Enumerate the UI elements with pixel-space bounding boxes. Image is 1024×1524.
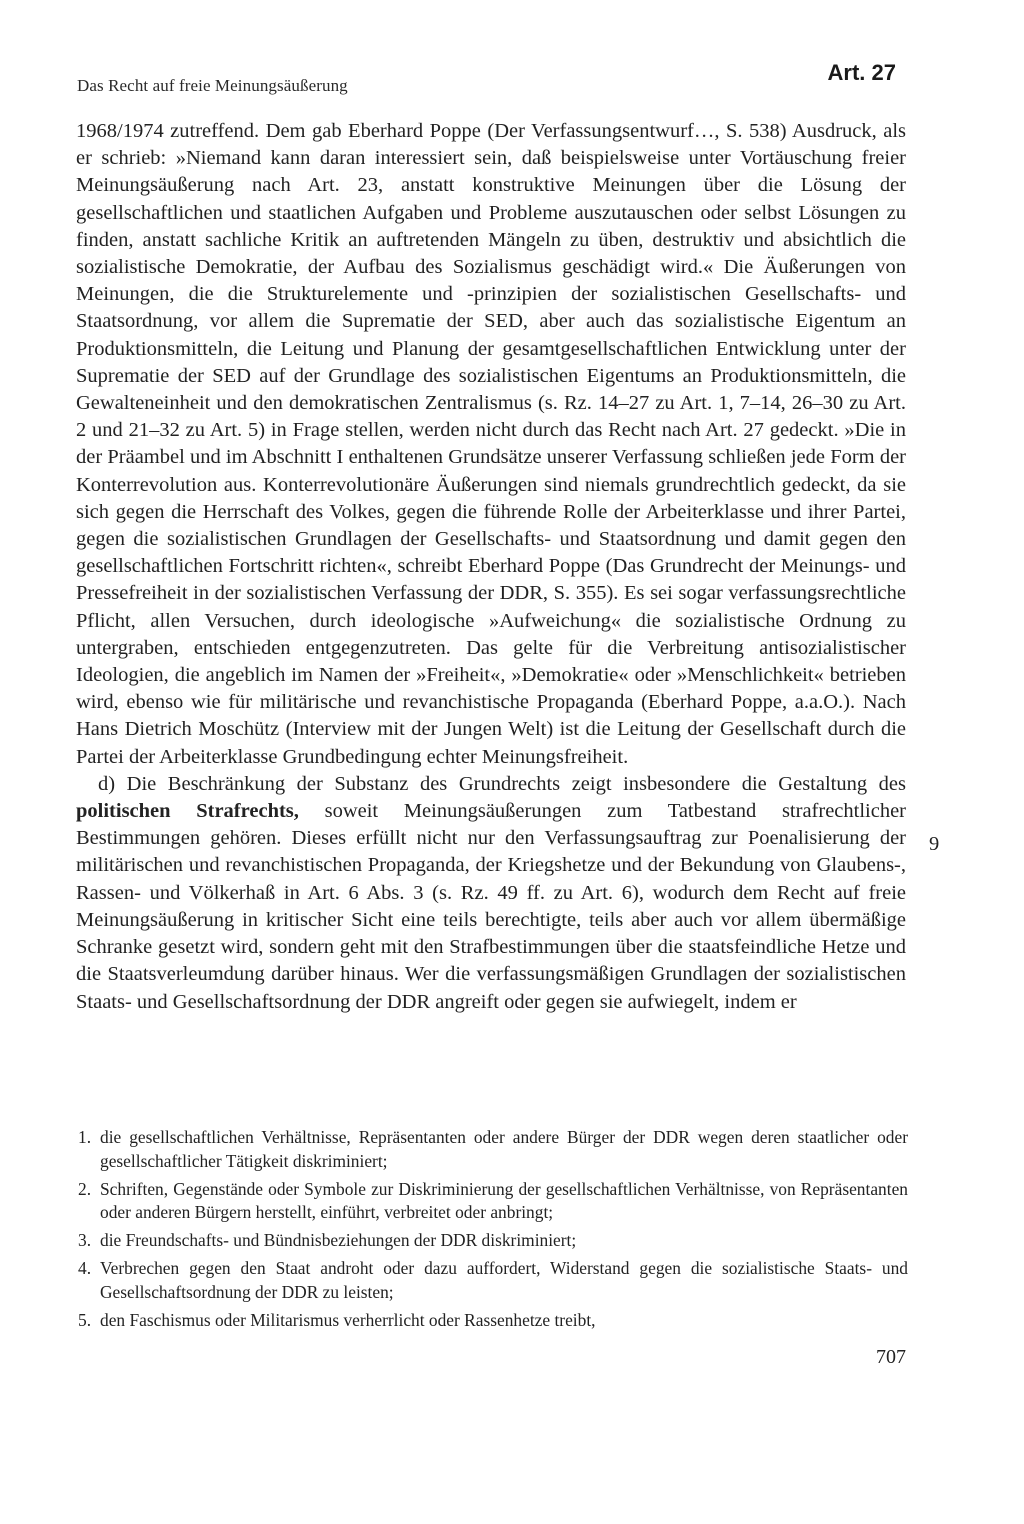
list-item-text: Verbrechen gegen den Staat androht oder dazu auffordert, Widerstand gegen die sozialistische Staats- und Gesellschaftsordnung der DDR zu leisten; bbox=[100, 1257, 908, 1302]
paragraph-d-rest: soweit Meinungsäußerungen zum Tatbestand strafrechtlicher Bestimmungen gehören. Dieses erfüllt nicht nur den Verfassungsauftrag zur Poenalisierung der militärischen und revanchistischen Propaganda, der Kriegshetze und der Bekundung von Glaubens-, Rassen- und Völkerhaß in Art. 6 Abs. 3 (s. Rz. 49 ff. zu Art. 6), wodurch dem Recht auf freie Meinungsäußerung in kritischer Sicht eine teils berechtigte, teils aber auch vor allem übermäßige Schranke gesetzt wird, sondern geht mit den Strafbestimmungen über die staatsfeindliche Hetze und die Staatsverleumdung darüber hinaus. Wer die verfassungsmäßigen Grundlagen der sozialistischen Staats- und Gesellschaftsordnung der DDR angreift oder gegen sie aufwiegelt, indem er bbox=[76, 800, 907, 1013]
paragraph-continued: 1968/1974 zutreffend. Dem gab Eberhard Poppe (Der Verfassungsentwurf…, S. 538) Ausdruck, als er schrieb: »Niemand kann daran interessiert sein, daß beispielsweise unter Vortäuschung freier Meinungsäußerung nach Art. 23, anstatt konstruktive Meinungen über die Lösung der gesellschaftlichen und staatlichen Aufgaben und Probleme auszutauschen oder selbst Lösungen zu finden, anstatt sachliche Kritik an auftretenden Mängeln zu üben, destruktiv und absichtlich die sozialistische Demokratie, der Aufbau des Sozialismus geschädigt wird.« Die Äußerungen von Meinungen, die die Strukturelemente und -prinzipien der sozialistischen Gesellschafts- und Staatsordnung, vor allem die Suprematie der SED, aber auch das sozialistische Eigentum an Produktionsmitteln, die Leitung und Planung der gesamtgesellschaftlichen Entwicklung unter der Suprematie der SED auf der Grundlage des sozialistischen Eigentums an Produktionsmitteln, die Gewalteneinheit und den demokratischen Zentralismus (s. Rz. 14–27 zu Art. 1, 7–14, 26–30 zu Art. 2 und 21–32 zu Art. 5) in Frage stellen, werden nicht durch das Recht nach Art. 27 gedeckt. »Die in der Präambel und im Abschnitt I enthaltenen Grundsätze unserer Verfassung schließen jede Form der Konterrevolution aus. Konterrevolutionäre Äußerungen sind niemals grundrechtlich gedeckt, da sie sich gegen die Herrschaft des Volkes, gegen die führende Rolle der Arbeiterklasse und ihrer Partei, gegen die sozialistischen Grundlagen der Gesellschafts- und Staatsordnung und damit gegen den gesellschaftlichen Fortschritt richten«, schreibt Eberhard Poppe (Das Grundrecht der Meinungs- und Pressefreiheit in der sozialistischen Verfassung der DDR, S. 355). Es sei sogar verfassungsrechtliche Pflicht, allen Versuchen, durch ideologische »Aufweichung« die sozialistische Ordnung zu untergraben, entschieden entgegenzutreten. Das gelte für die Verbreitung antisozialistischer Ideologien, die angeblich im Namen der »Freiheit«, »Demokratie« oder »Menschlichkeit« betrieben wird, ebenso wie für militärische und revanchistische Propaganda (Eberhard Poppe, a.a.O.). Nach Hans Dietrich Moschütz (Interview mit der Jungen Welt) ist die Leitung der Gesellschaft durch die Partei der Arbeiterklasse Grundbedingung echter Meinungsfreiheit. bbox=[76, 120, 906, 768]
list-item-number: 3. bbox=[78, 1230, 92, 1251]
list-item-number: 2. bbox=[78, 1178, 92, 1199]
list-item-text: Schriften, Gegenstände oder Symbole zur Diskriminierung der gesellschaftlichen Verhältnisse, von Repräsentanten oder anderen Bürgern herstellt, einführt, verbreitet oder anbringt; bbox=[100, 1178, 908, 1223]
list-item-number: 1. bbox=[78, 1127, 92, 1147]
list-item bbox=[78, 1309, 908, 1333]
page-number: 707 bbox=[876, 1346, 906, 1368]
paragraph-d-start: d) Die Beschränkung der Substanz des Grundrechts zeigt insbesondere die Gestaltung des bbox=[98, 772, 906, 795]
running-head: Das Recht auf freie Meinungsäußerung bbox=[77, 76, 348, 95]
list-item-number: 4. bbox=[78, 1257, 92, 1278]
list-item-text: die Freundschafts- und Bündnisbeziehungen der DDR diskriminiert; bbox=[100, 1230, 577, 1251]
emphasis-politisches-strafrecht: politischen Strafrechts, bbox=[76, 800, 299, 823]
body-text bbox=[76, 118, 906, 1016]
list-item bbox=[78, 1126, 908, 1174]
list-item bbox=[78, 1178, 908, 1226]
list-item-text: die gesellschaftlichen Verhältnisse, Repräsentanten oder andere Bürger der DDR wegen deren staatlicher oder gesellschaftlicher Tätigkeit diskriminiert; bbox=[100, 1127, 908, 1171]
list-item-text: den Faschismus oder Militarismus verherrlicht oder Rassenhetze treibt, bbox=[100, 1309, 596, 1330]
list-item-number: 5. bbox=[78, 1309, 92, 1330]
article-label: Art. 27 bbox=[827, 60, 896, 85]
list-item bbox=[78, 1229, 908, 1253]
margin-number: 9 bbox=[929, 833, 940, 855]
numbered-list bbox=[78, 1126, 908, 1336]
list-item bbox=[78, 1257, 908, 1305]
paragraph-d bbox=[76, 771, 906, 1016]
